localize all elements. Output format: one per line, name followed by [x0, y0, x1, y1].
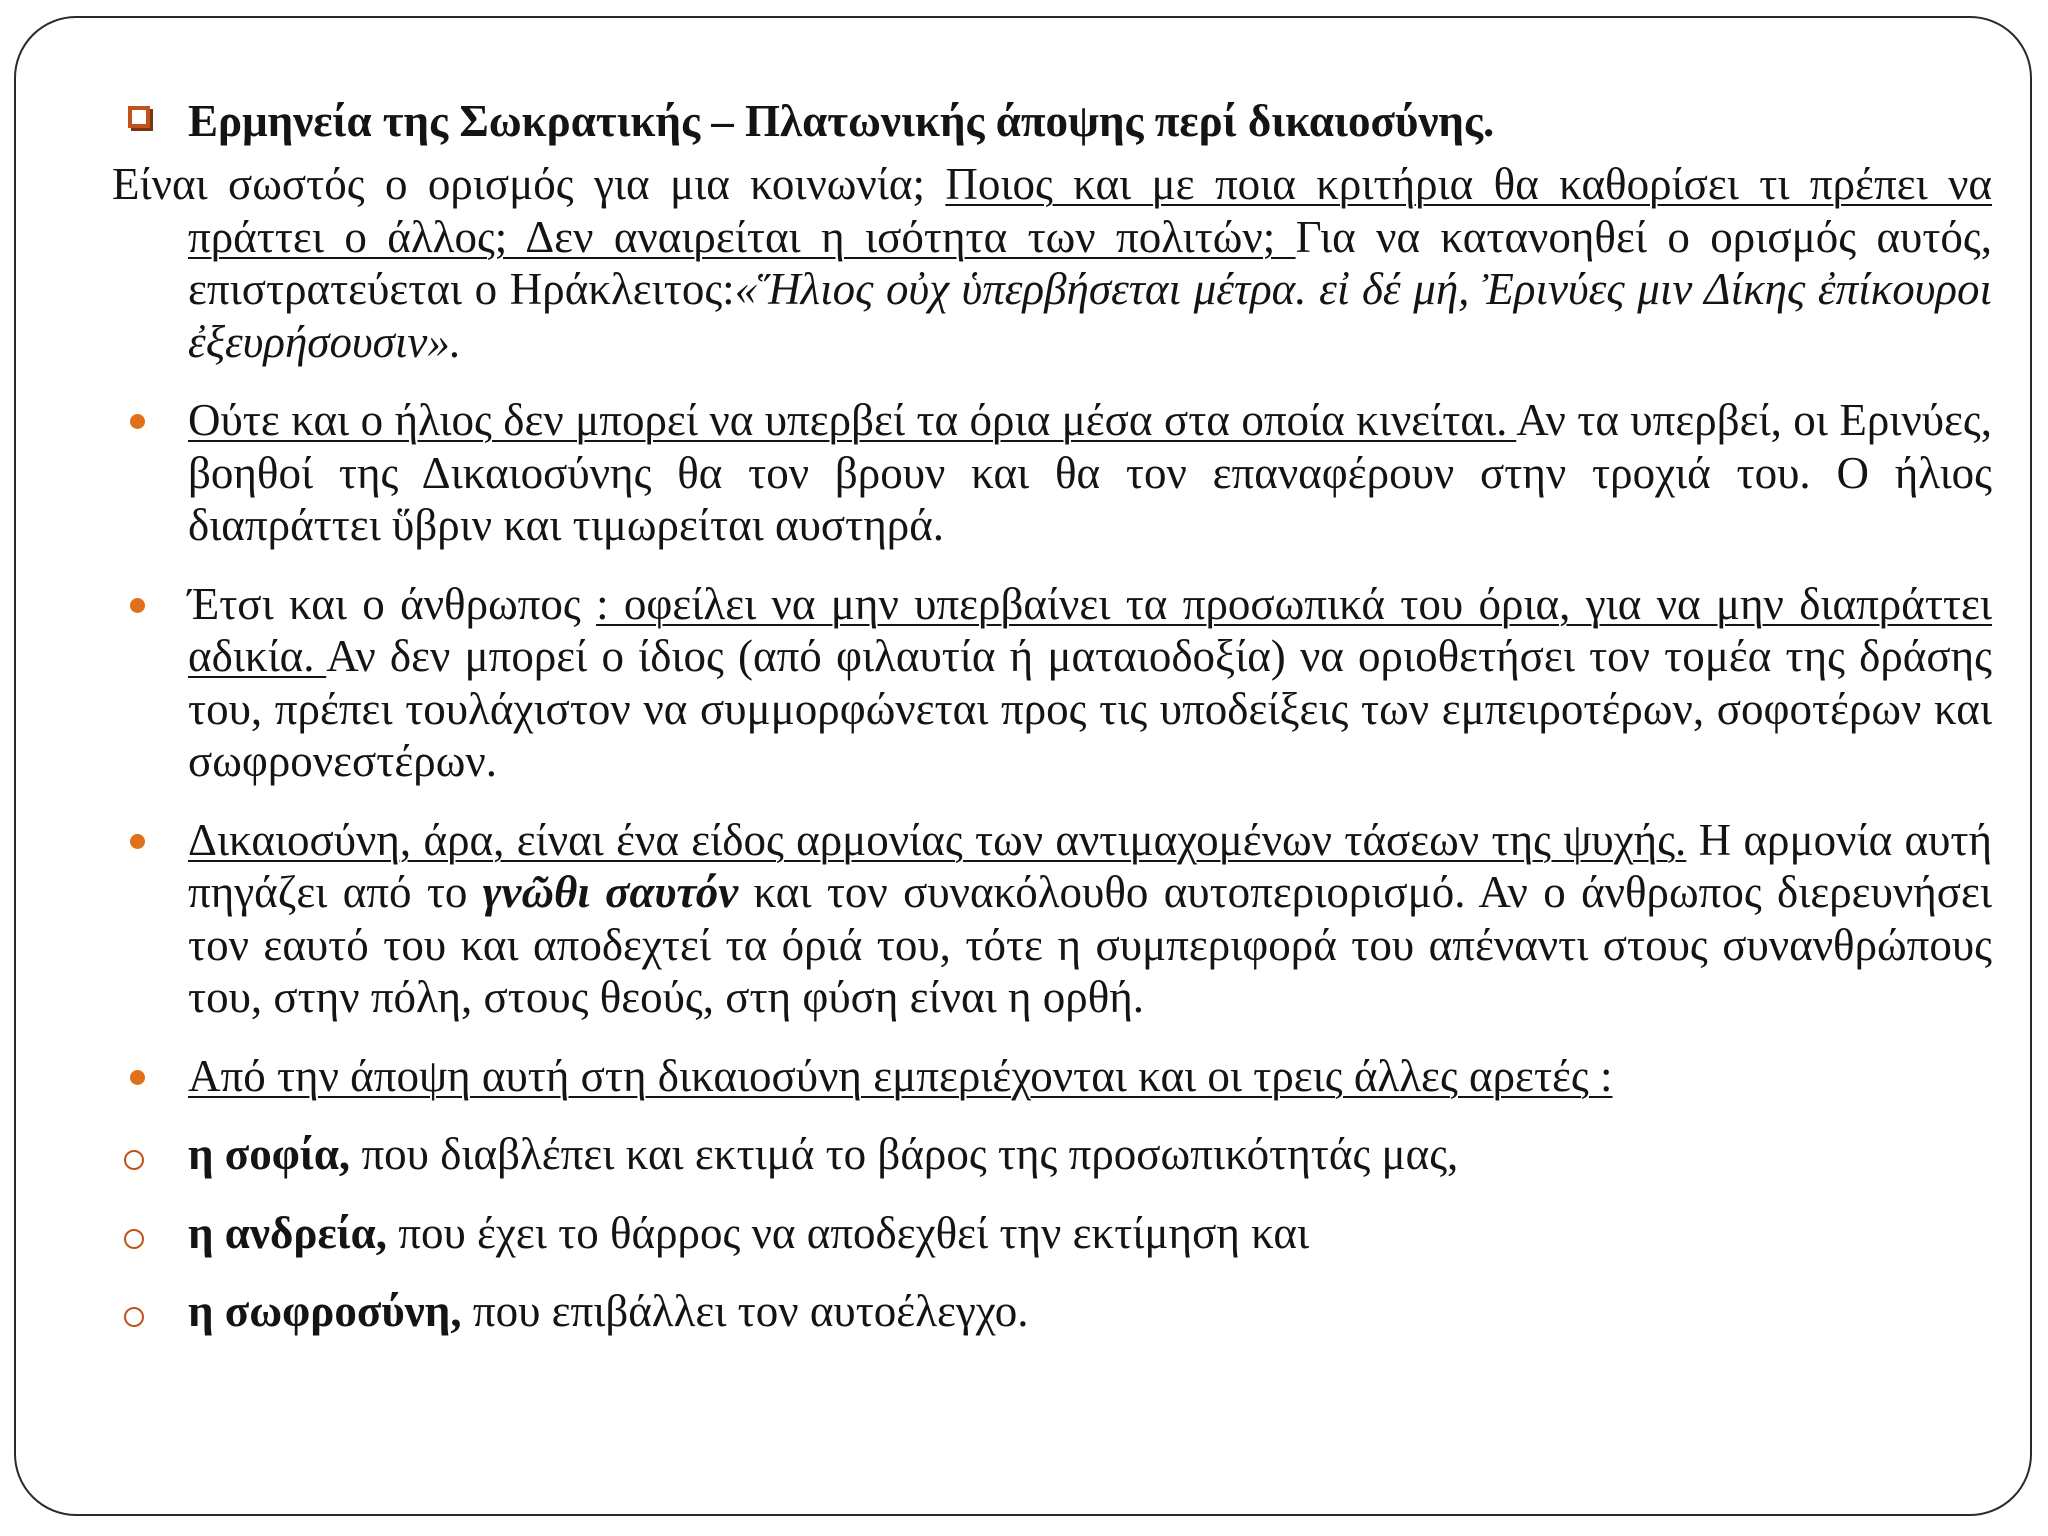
ring-bullet-icon: [124, 1150, 144, 1170]
virtue-name: η σωφροσύνη,: [188, 1286, 462, 1336]
checkbox-bullet-icon: [128, 106, 150, 128]
heraclitus-quote: «Ἥλιος οὐχ ὑπερβήσεται μέτρα. εἰ δέ μή, Ἐρινύες μιν Δίκης ἐπίκουροι ἐξευρήσουσιν».: [188, 264, 1992, 367]
justice-underlined-text: Δικαιοσύνη, άρα, είναι ένα είδος αρμονίας των αντιμαχομένων τάσεων της ψυχής.: [188, 814, 1687, 865]
list-item-virtues-intro: [112, 1050, 1992, 1103]
virtues-intro-text: Από την άποψη αυτή στη δικαιοσύνη εμπεριέχονται και οι τρεις άλλες αρετές :: [188, 1050, 1613, 1101]
justice-text-1: Η αρμονία αυτή πηγάζει από το: [188, 814, 1992, 917]
dot-bullet-icon: [130, 834, 145, 849]
ring-bullet-icon: [124, 1229, 144, 1249]
intro-paragraph: [112, 158, 1992, 368]
sun-text: Αν τα υπερβεί, οι Ερινύες, βοηθοί της Δικαιοσύνης θα τον βρουν και θα τον επαναφέρουν στην τροχιά του. Ο ήλιος διαπράττει ὕβριν και τιμωρείται αυστηρά.: [188, 395, 1992, 550]
intro-text-1: Είναι σωστός ο ορισμός για μια κοινωνία;: [112, 159, 946, 209]
virtue-name: η σοφία,: [188, 1129, 351, 1179]
heading-text: Ερμηνεία της Σωκρατικής – Πλατωνικής άποψης περί δικαιοσύνης.: [188, 96, 1495, 146]
sub-list-item-wisdom: [112, 1128, 1992, 1181]
human-underlined-text: : οφείλει να μην υπερβαίνει τα προσωπικά του όρια, για να μην διαπράττει αδικία.: [188, 578, 1993, 681]
human-text-2: Αν δεν μπορεί ο ίδιος (από φιλαυτία ή ματαιοδοξία) να οριοθετήσει τον τομέα της δράσης του, πρέπει τουλάχιστον να συμμορφώνεται προς τις υποδείξεις των εμπειροτέρων, σοφοτέρων και σωφρονεστέρων.: [188, 631, 1992, 786]
slide-frame: [14, 16, 2032, 1516]
virtue-description: που έχει το θάρρος να αποδεχθεί την εκτίμηση και: [387, 1207, 1310, 1258]
sub-list-item-temperance: [112, 1285, 1992, 1338]
sun-underlined-text: Ούτε και ο ήλιος δεν μπορεί να υπερβεί τα όρια μέσα στα οποία κινείται.: [188, 395, 1517, 445]
gnothi-sauton: γνῶθι σαυτόν: [482, 867, 739, 917]
virtue-name: η ανδρεία,: [188, 1207, 388, 1258]
slide-content: [112, 94, 1992, 1338]
slide-heading: [112, 94, 1992, 148]
intro-underlined-question: Ποιος και με ποια κριτήρια θα καθορίσει τι πρέπει να πράττει ο άλλος; Δεν αναιρείται η ισότητα των πολιτών;: [188, 159, 1992, 262]
list-item-human: [112, 578, 1992, 788]
list-item-sun: [112, 394, 1992, 552]
dot-bullet-icon: [130, 1070, 145, 1085]
sub-list-item-courage: [112, 1207, 1992, 1260]
virtue-description: που επιβάλλει τον αυτοέλεγχο.: [461, 1286, 1029, 1336]
list-item-justice: [112, 814, 1992, 1024]
human-text-1: Έτσι και ο άνθρωπος: [188, 578, 597, 629]
justice-text-2: και τον συνακόλουθο αυτοπεριορισμό. Αν ο άνθρωπος διερευνήσει τον εαυτό του και αποδεχτεί τα όριά του, τότε η συμπεριφορά του απέναντι στους συνανθρώπους του, στην πόλη, στους θεούς, στη φύση είναι η ορθή.: [188, 867, 1992, 1022]
intro-text-2: Για να κατανοηθεί ο ορισμός αυτός, επιστρατεύεται ο Ηράκλειτος:: [188, 211, 1992, 314]
dot-bullet-icon: [130, 598, 145, 613]
virtue-description: που διαβλέπει και εκτιμά το βάρος της προσωπικότητάς μας,: [350, 1129, 1459, 1179]
ring-bullet-icon: [124, 1307, 144, 1327]
dot-bullet-icon: [130, 414, 145, 429]
